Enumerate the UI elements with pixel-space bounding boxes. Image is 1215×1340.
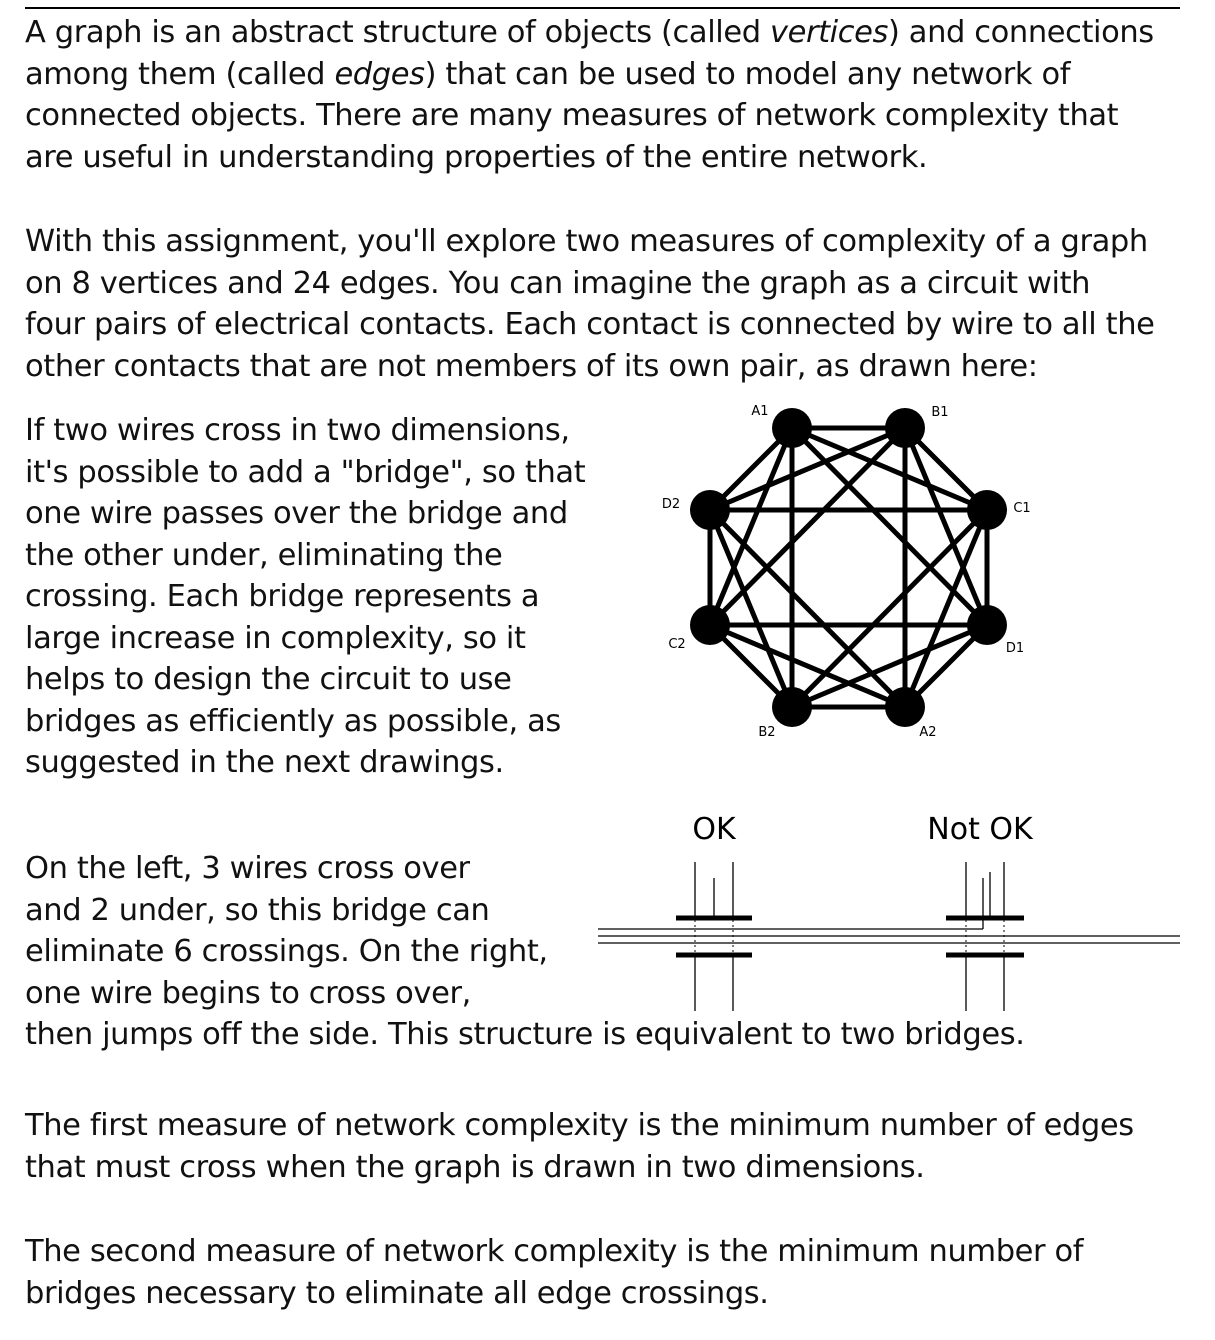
edge-c1-a2 [905, 510, 987, 707]
edge-a1-d1 [792, 428, 987, 625]
vertex-c1 [967, 490, 1007, 530]
vertex-label-d2: D2 [661, 497, 681, 512]
bridge-line-5: crossing. Each bridge represents a [25, 579, 540, 614]
edge-c1-b2 [792, 510, 987, 707]
edge-b1-d1 [905, 428, 987, 625]
bridge-line-2: it's possible to add a "bridge", so that [25, 454, 586, 490]
vertex-c2 [690, 605, 730, 645]
assignment-line-3: four pairs of electrical contacts. Each contact is connected by wire to all the [25, 307, 1155, 342]
ok-line-5: then jumps off the side. This structure is equivalent to two bridges. [25, 1017, 1025, 1052]
ok-line-4: one wire begins to cross over, [25, 975, 471, 1011]
bridge-line-1: If two wires cross in two dimensions, [25, 413, 570, 448]
ok-label: OK [692, 812, 736, 847]
assignment-line-4: other contacts that are not members of its own pair, as drawn here: [25, 348, 1038, 384]
bridge-line-8: bridges as efficiently as possible, as [25, 703, 561, 739]
bridge-line-9: suggested in the next drawings. [25, 745, 504, 780]
cocktail-party-graph [662, 404, 1031, 740]
ok-line-1: On the left, 3 wires cross over [25, 851, 470, 886]
vertex-d2 [690, 490, 730, 530]
vertex-a2 [885, 687, 925, 727]
bridge-diagram [598, 812, 1180, 1011]
intro-line-2: among them (called edges) that can be used to model any network of [25, 56, 1071, 92]
edge-b1-c2 [710, 428, 905, 625]
ok-line-3: eliminate 6 crossings. On the right, [25, 934, 548, 969]
bridge-line-6: large increase in complexity, so it [25, 620, 526, 656]
vertex-label-d1: D1 [1005, 641, 1025, 656]
horizontal-wires [598, 929, 1180, 943]
vertex-b2 [772, 687, 812, 727]
ok-line-2: and 2 under, so this bridge can [25, 892, 490, 928]
edge-b2-d2 [710, 510, 792, 707]
vertex-label-b2: B2 [758, 725, 776, 740]
first-measure-line-1: The first measure of network complexity is the minimum number of edges [25, 1108, 1134, 1143]
edge-a2-d2 [710, 510, 905, 707]
assignment-line-1: With this assignment, you'll explore two measures of complexity of a graph [25, 224, 1148, 259]
vertex-label-c2: C2 [668, 637, 686, 652]
vertex-label-c1: C1 [1013, 501, 1031, 516]
edge-a1-c2 [710, 428, 792, 625]
bridge-line-4: the other under, eliminating the [25, 537, 503, 573]
graph-vertices [690, 408, 1007, 727]
vertex-label-a2: A2 [919, 725, 937, 740]
intro-line-3: connected objects. There are many measures of network complexity that [25, 98, 1119, 133]
vertex-b1 [885, 408, 925, 448]
not-ok-label: Not OK [927, 812, 1033, 847]
second-measure-line-2: bridges necessary to eliminate all edge crossings. [25, 1275, 769, 1311]
vertex-d1 [967, 605, 1007, 645]
intro-line-1: A graph is an abstract structure of objects (called vertices) and connections [25, 15, 1154, 50]
vertex-label-b1: B1 [931, 405, 949, 420]
graph-edges [710, 428, 987, 707]
vertex-label-a1: A1 [751, 404, 769, 419]
intro-line-4: are useful in understanding properties of the entire network. [25, 139, 928, 175]
assignment-line-2: on 8 vertices and 24 edges. You can imagine the graph as a circuit with [25, 265, 1091, 301]
second-measure-line-1: The second measure of network complexity is the minimum number of [25, 1234, 1084, 1269]
bridge-line-3: one wire passes over the bridge and [25, 496, 568, 531]
bridge-line-7: helps to design the circuit to use [25, 662, 512, 697]
vertex-a1 [772, 408, 812, 448]
first-measure-line-2: that must cross when the graph is drawn in two dimensions. [25, 1149, 925, 1185]
